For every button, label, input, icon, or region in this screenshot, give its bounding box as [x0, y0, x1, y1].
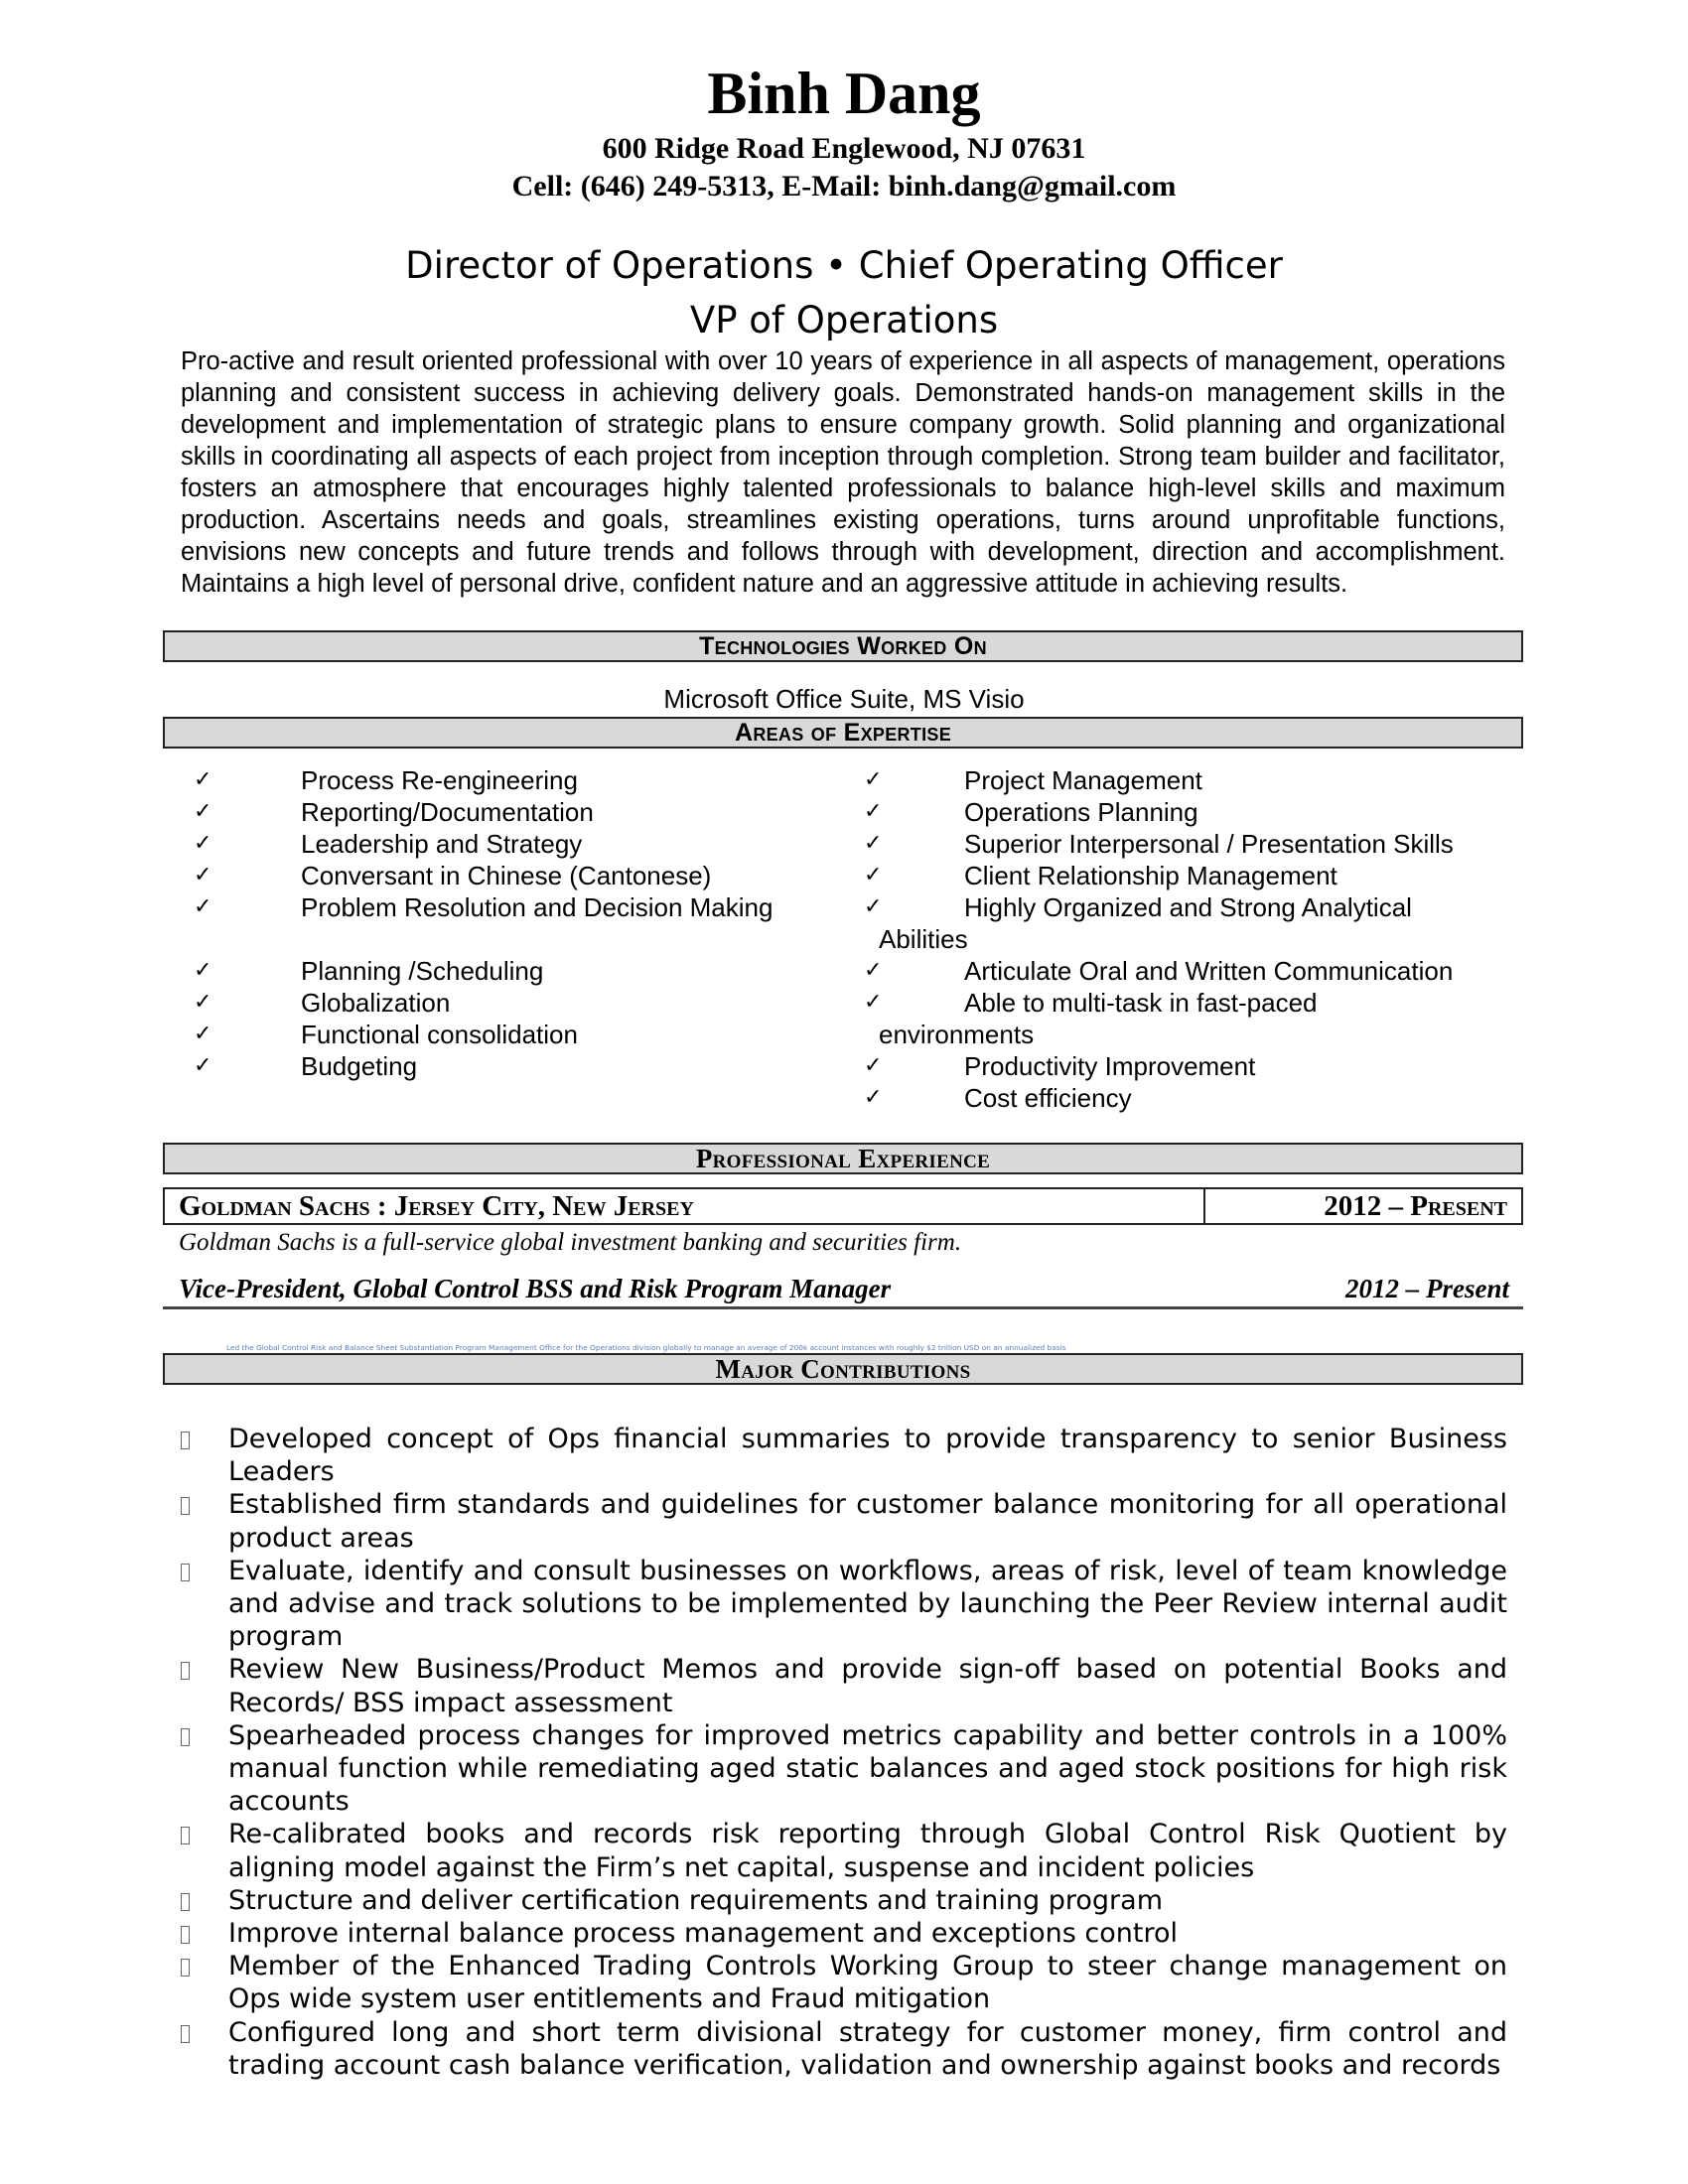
list-item: Established firm standards and guidelines for customer balance monitoring for all operational product areas	[181, 1488, 1507, 1554]
check-icon: ✓	[864, 831, 883, 856]
expertise-item: ✓ Process Re-engineering	[194, 765, 578, 795]
contributions-list	[181, 1423, 1507, 2082]
check-icon: ✓	[194, 1022, 212, 1046]
section-header-expertise: Areas of Expertise	[163, 717, 1523, 749]
bullet-icon	[181, 1488, 190, 1525]
list-item: Developed concept of Ops financial summaries to provide transparency to senior Business Leaders	[181, 1423, 1507, 1488]
check-icon: ✓	[194, 799, 212, 824]
section-header-contributions: Major Contributions	[163, 1353, 1523, 1385]
section-header-experience: Professional Experience	[163, 1143, 1523, 1174]
employer-name: Goldman Sachs : Jersey City, New Jersey	[165, 1189, 1205, 1223]
expertise-item: ✓ Project Management	[864, 765, 1202, 795]
contact-info: Cell: (646) 249-5313, E-Mail: binh.dang@gmail.com	[511, 170, 1177, 203]
target-title-vp: VP of Operations	[689, 299, 999, 341]
list-item: Structure and deliver certification requirements and training program	[181, 1884, 1507, 1917]
bullet-icon	[181, 1950, 190, 1986]
expertise-item: ✓ Reporting/Documentation	[194, 797, 594, 827]
check-icon: ✓	[864, 767, 883, 792]
expertise-item: ✓ Conversant in Chinese (Cantonese)	[194, 861, 712, 890]
employer-header	[163, 1187, 1523, 1225]
employer-description: Goldman Sachs is a full-service global investment banking and securities firm.	[179, 1229, 962, 1256]
address: 600 Ridge Road Englewood, NJ 07631	[602, 132, 1086, 165]
expertise-item: ✓ Leadership and Strategy	[194, 829, 583, 859]
expertise-item: ✓ Productivity Improvement	[864, 1051, 1256, 1081]
check-icon: ✓	[194, 767, 212, 792]
candidate-name: Binh Dang	[707, 61, 981, 126]
check-icon: ✓	[194, 990, 212, 1015]
list-item: Member of the Enhanced Trading Controls Working Group to steer change management on Ops wide system user entitlements and Fraud mitigation	[181, 1950, 1507, 2015]
expertise-item: ✓ Client Relationship Management	[864, 861, 1337, 890]
list-item: Evaluate, identify and consult businesses on workflows, areas of risk, level of team knowledge and advise and track solutions to be implemented by launching the Peer Review internal audit program	[181, 1555, 1507, 1654]
expertise-item: ✓ Able to multi-task in fast-paced environments	[864, 988, 1318, 1049]
technologies-list: Microsoft Office Suite, MS Visio	[663, 684, 1025, 714]
bullet-icon	[181, 1719, 190, 1756]
role-dates: 2012 – Present	[1345, 1274, 1509, 1303]
check-icon: ✓	[194, 831, 212, 856]
bullet-icon	[181, 1884, 190, 1921]
list-item: Re-calibrated books and records risk reporting through Global Control Risk Quotient by aligning model against the Firm’s net capital, suspense and incident policies	[181, 1818, 1507, 1883]
check-icon: ✓	[864, 1085, 883, 1110]
expertise-item: ✓ Cost efficiency	[864, 1083, 1132, 1113]
expertise-item: ✓ Highly Organized and Strong Analytical Abilities	[864, 892, 1412, 954]
check-icon: ✓	[864, 799, 883, 824]
section-header-technologies: Technologies Worked On	[163, 630, 1523, 662]
expertise-item: ✓ Globalization	[194, 988, 451, 1018]
check-icon: ✓	[194, 1053, 212, 1078]
check-icon: ✓	[194, 863, 212, 887]
expertise-item: ✓ Budgeting	[194, 1051, 418, 1081]
expertise-item: ✓ Operations Planning	[864, 797, 1198, 827]
expertise-item: ✓ Functional consolidation	[194, 1020, 578, 1049]
employer-dates: 2012 – Present	[1324, 1190, 1507, 1222]
bullet-icon	[181, 1818, 190, 1854]
bullet-icon	[181, 1917, 190, 1954]
professional-summary: Pro-active and result oriented professional with over 10 years of experience in all aspects of management, operations planning and consistent success in achieving delivery goals. Demonstrated hands-on management skills in the development and implementation of strategic plans to ensure company growth. Solid planning and organizational skills in coordinating all aspects of each project from inception through completion. Strong team builder and facilitator, fosters an atmosphere that encourages highly talented professionals to balance high-level skills and maximum production. Ascertains needs and goals, streamlines existing operations, turns around unprofitable functions, envisions new concepts and future trends and follows through with development, direction and accomplishment. Maintains a high level of personal drive, confident nature and an aggressive attitude in achieving results.	[181, 347, 1505, 598]
bullet-icon	[181, 1555, 190, 1591]
bullet-icon	[181, 1423, 190, 1459]
expertise-item: ✓ Problem Resolution and Decision Making	[194, 892, 774, 922]
expertise-item: ✓ Planning /Scheduling	[194, 956, 544, 986]
check-icon: ✓	[864, 990, 883, 1015]
check-icon: ✓	[864, 863, 883, 887]
expertise-column-left	[194, 764, 849, 1082]
list-item: Spearheaded process changes for improved metrics capability and better controls in a 100% manual function while remediating aged static balances and aged stock positions for high risk accounts	[181, 1719, 1507, 1819]
expertise-column-right	[859, 764, 1534, 1114]
list-item: Improve internal balance process management and exceptions control	[181, 1917, 1507, 1950]
check-icon: ✓	[194, 894, 212, 919]
expertise-item: ✓ Articulate Oral and Written Communication	[864, 956, 1454, 986]
role-note: Led the Global Control Risk and Balance Sheet Substantiation Program Management Office for the Operations division globally to manage an average of 200k account instances with roughly $2 trillion USD on an annualized basis	[226, 1343, 1066, 1352]
check-icon: ✓	[194, 958, 212, 983]
check-icon: ✓	[864, 958, 883, 983]
bullet-icon	[181, 1653, 190, 1690]
list-item: Review New Business/Product Memos and provide sign-off based on potential Books and Records/ BSS impact assessment	[181, 1653, 1507, 1718]
expertise-item: ✓ Superior Interpersonal / Presentation Skills	[864, 829, 1454, 859]
check-icon: ✓	[864, 1053, 883, 1078]
role-title: Vice-President, Global Control BSS and Risk Program Manager	[179, 1274, 892, 1303]
list-item: Configured long and short term divisional strategy for customer money, firm control and trading account cash balance verification, validation and ownership against books and records	[181, 2016, 1507, 2082]
check-icon: ✓	[864, 894, 883, 919]
bullet-icon	[181, 2016, 190, 2053]
role-header	[163, 1271, 1523, 1309]
target-titles: Director of Operations • Chief Operating Officer	[405, 244, 1283, 287]
